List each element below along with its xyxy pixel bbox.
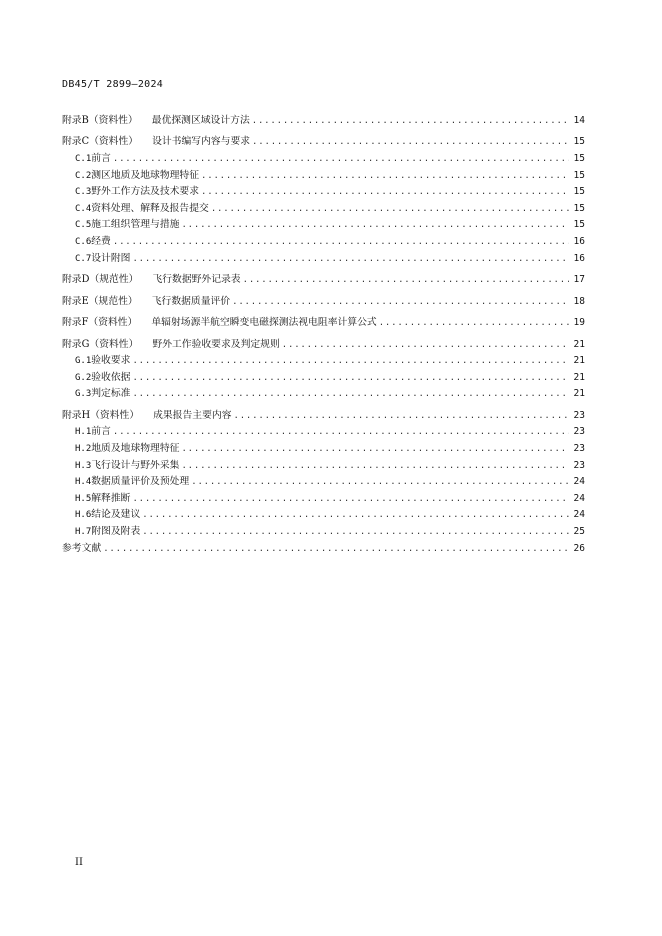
toc-entry-code: C.2: [75, 170, 92, 181]
toc-entry-title: 单辐射场源半航空瞬变电磁探测法视电阻率计算公式: [151, 317, 377, 329]
toc-entry-code: 附录E（规范性）: [62, 295, 138, 307]
toc-leader-dots: [191, 474, 569, 491]
toc-entry-title: 设计附图: [91, 252, 131, 264]
toc-leader-dots: [211, 201, 569, 218]
toc-entry-title: 验收依据: [91, 371, 131, 383]
toc-entry-title: 野外工作方法及技术要求: [91, 186, 200, 198]
toc-entry-code: 附录F（资料性）: [62, 317, 138, 329]
toc-entry-page: 15: [573, 169, 585, 181]
toc-entry-code: 附录B（资料性）: [62, 115, 138, 126]
toc-entry[interactable]: [62, 507, 585, 524]
toc-leader-dots: [201, 168, 569, 185]
toc-entry-title: 经费: [91, 236, 111, 248]
toc-entry-title: 结论及建议: [91, 509, 141, 521]
toc-entry[interactable]: [62, 386, 585, 403]
toc-entry-code: H.5: [75, 493, 92, 504]
toc-entry-page: 26: [573, 542, 585, 554]
toc-entry[interactable]: [62, 353, 585, 370]
toc-entry-code: C.6: [75, 237, 92, 248]
toc-entry-code: H.1: [75, 427, 92, 438]
toc-entry-code: H.7: [75, 527, 92, 537]
toc-entry-title: 飞行设计与野外采集: [91, 459, 180, 471]
toc-entry-page: 16: [573, 236, 585, 248]
toc-entry-code: G.2: [75, 372, 92, 383]
toc-entry-page: 14: [573, 115, 585, 126]
toc-entry-code: H.3: [75, 460, 92, 471]
toc-entry-page: 15: [573, 153, 585, 165]
toc-entry-page: 21: [573, 371, 585, 383]
page-number: II: [75, 857, 83, 868]
toc-entry-page: 15: [573, 202, 585, 214]
toc-entry-title: 资料处理、解释及报告提交: [91, 202, 209, 214]
toc-entry[interactable]: [62, 113, 585, 130]
standard-code-header: DB45/T 2899—2024: [62, 79, 164, 90]
toc-entry-title: 数据质量评价及预处理: [91, 476, 190, 488]
toc-entry[interactable]: [62, 408, 585, 425]
toc-entry-page: 16: [573, 252, 585, 264]
toc-entry[interactable]: [62, 424, 585, 441]
toc-leader-dots: [132, 386, 569, 403]
toc-leader-dots: [132, 353, 569, 370]
toc-entry-page: 21: [573, 338, 585, 350]
toc-leader-dots: [243, 272, 569, 289]
toc-entry-title: 地质及地球物理特征: [91, 443, 180, 455]
toc-entry-code: 附录D（规范性）: [62, 274, 139, 286]
toc-entry[interactable]: [62, 370, 585, 387]
toc-leader-dots: [234, 408, 570, 425]
toc-entry-title: 野外工作验收要求及判定规则: [152, 338, 280, 350]
toc-entry-page: 17: [573, 274, 585, 286]
toc-entry-page: 23: [573, 426, 585, 438]
toc-leader-dots: [181, 217, 569, 234]
toc-entry-title: 飞行数据质量评价: [151, 295, 231, 307]
toc-entry-code: C.4: [75, 203, 92, 214]
toc-entry-code: H.2: [75, 444, 92, 455]
toc-entry[interactable]: [62, 458, 585, 475]
toc-entry-title: 最优探测区域设计方法: [151, 115, 250, 126]
toc-entry-code: C.5: [75, 220, 92, 231]
toc-entry-code: G.3: [75, 389, 92, 400]
toc-entry-title: 施工组织管理与措施: [91, 219, 180, 231]
toc-entry[interactable]: [62, 294, 585, 311]
toc-entry[interactable]: [62, 524, 585, 541]
toc-entry-title: 测区地质及地球物理特征: [91, 169, 200, 181]
toc-leader-dots: [113, 234, 569, 251]
toc-entry[interactable]: [62, 168, 585, 185]
toc-entry[interactable]: [62, 251, 585, 268]
toc-entry-page: 15: [573, 186, 585, 198]
toc-entry-page: 25: [573, 526, 585, 537]
toc-entry-page: 21: [573, 388, 585, 400]
toc-entry-code: 附录C（资料性）: [62, 136, 139, 148]
toc-entry-page: 21: [573, 355, 585, 367]
toc-entry[interactable]: [62, 541, 585, 558]
toc-entry-title: 成果报告主要内容: [153, 409, 232, 421]
toc-entry-title: 飞行数据野外记录表: [152, 274, 241, 286]
toc-entry-title: 判定标准: [91, 388, 131, 400]
toc-entry[interactable]: [62, 474, 585, 491]
toc-leader-dots: [132, 491, 569, 508]
toc-entry-title: 验收要求: [91, 355, 131, 367]
toc-entry-title: 附图及附表: [91, 526, 141, 537]
toc-entry[interactable]: [62, 184, 585, 201]
toc-entry-page: 24: [573, 492, 585, 504]
toc-entry-code: C.7: [75, 253, 92, 264]
toc-entry-code: H.6: [75, 510, 92, 521]
toc-entry-title: 前言: [91, 426, 111, 438]
toc-entry-code: 附录H（资料性）: [62, 409, 140, 421]
toc-leader-dots: [282, 337, 569, 354]
toc-leader-dots: [113, 424, 569, 441]
toc-entry[interactable]: [62, 441, 585, 458]
toc-entry-title: 前言: [91, 153, 111, 165]
toc-entry[interactable]: [62, 272, 585, 289]
toc-entry-page: 23: [573, 459, 585, 471]
toc-leader-dots: [132, 370, 569, 387]
toc-entry-page: 15: [573, 219, 585, 231]
toc-entry-code: 附录G（资料性）: [62, 338, 139, 350]
toc-leader-dots: [113, 151, 569, 168]
toc-leader-dots: [252, 113, 569, 130]
toc-entry[interactable]: [62, 337, 585, 354]
toc-leader-dots: [103, 541, 569, 558]
toc-entry-page: 23: [573, 409, 585, 421]
toc-entry-page: 24: [573, 476, 585, 488]
table-of-contents: [62, 113, 585, 557]
toc-entry-code: H.4: [75, 477, 92, 488]
toc-leader-dots: [379, 315, 569, 332]
toc-leader-dots: [142, 507, 569, 524]
toc-entry-page: 19: [573, 317, 585, 329]
toc-entry-title: 参考文献: [62, 542, 102, 554]
toc-entry-code: G.1: [75, 356, 92, 367]
toc-entry[interactable]: [62, 201, 585, 218]
toc-entry-page: 18: [573, 295, 585, 307]
toc-entry[interactable]: [62, 134, 585, 151]
toc-entry-page: 23: [573, 443, 585, 455]
toc-entry[interactable]: [62, 217, 585, 234]
toc-entry-page: 15: [573, 136, 585, 148]
toc-leader-dots: [232, 294, 569, 311]
toc-leader-dots: [181, 458, 569, 475]
toc-entry-page: 24: [573, 509, 585, 521]
toc-leader-dots: [181, 441, 569, 458]
toc-leader-dots: [252, 134, 569, 151]
toc-leader-dots: [201, 184, 569, 201]
toc-entry-code: C.3: [75, 187, 92, 198]
toc-entry-title: 设计书编写内容与要求: [152, 136, 251, 148]
toc-leader-dots: [142, 524, 569, 541]
toc-entry[interactable]: [62, 491, 585, 508]
toc-entry-title: 解释推断: [91, 492, 131, 504]
toc-entry[interactable]: [62, 315, 585, 332]
toc-entry[interactable]: [62, 234, 585, 251]
toc-entry[interactable]: [62, 151, 585, 168]
toc-entry-code: C.1: [75, 154, 92, 165]
toc-leader-dots: [132, 251, 569, 268]
